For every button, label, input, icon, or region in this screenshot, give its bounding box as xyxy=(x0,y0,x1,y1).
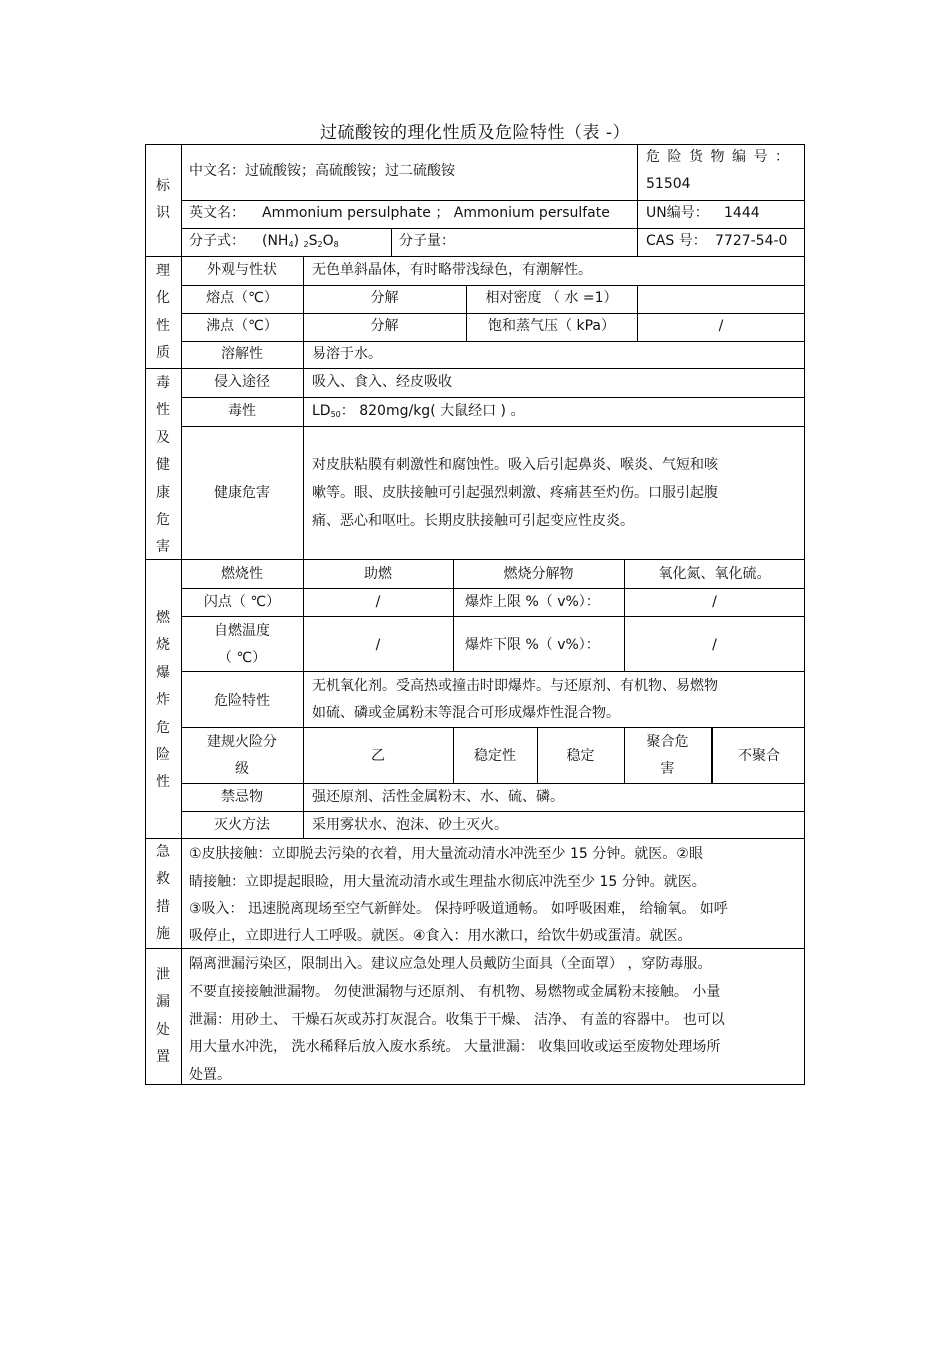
section-label-toxicity: 毒 性 及 健 康 危 害 xyxy=(156,375,170,556)
autoign-label: 自燃温度 xyxy=(214,623,270,639)
mp-value: 分解 xyxy=(370,290,399,306)
en-label: 英文名： xyxy=(189,205,245,221)
col-divider xyxy=(391,228,392,256)
leak-line: 处置。 xyxy=(189,1067,231,1083)
formula-sub: 2 xyxy=(303,240,309,249)
un-no: 1444 xyxy=(724,205,760,221)
appearance: 无色单斜晶体，有时略带浅绿色，有潮解性。 xyxy=(312,262,592,278)
lower: / xyxy=(712,637,717,653)
tox-part: LD xyxy=(312,403,331,419)
autoign-label: （ ℃） xyxy=(217,650,267,666)
section-label-leak: 泄 漏 处 置 xyxy=(156,967,170,1066)
formula-sub: 2 xyxy=(317,240,323,249)
class: 乙 xyxy=(371,748,385,764)
health-line: 对皮肤粘膜有刺激性和腐蚀性。吸入后引起鼻炎、喉炎、气短和咳 xyxy=(312,457,718,473)
formula-part: (NH xyxy=(262,233,289,249)
upper: / xyxy=(712,594,717,610)
formula-part: S xyxy=(308,233,318,249)
tox-label: 毒性 xyxy=(228,403,256,419)
formula-part: O xyxy=(322,233,334,249)
appearance-label: 外观与性状 xyxy=(207,262,277,278)
solubility: 易溶于水。 xyxy=(312,346,382,362)
un-label: UN编号： xyxy=(646,205,709,221)
section-label-identity: 标 识 xyxy=(156,178,170,222)
cas-label: CAS 号： xyxy=(646,233,707,249)
class-label: 级 xyxy=(235,761,249,777)
firstaid-line: 吸停止，立即进行人工呼吸。就医。④食入：用水漱口，给饮牛奶或蛋清。就医。 xyxy=(189,928,692,944)
cas-no: 7727-54-0 xyxy=(715,233,788,249)
bp-value: 分解 xyxy=(370,318,399,334)
lower-label: 爆炸下限 %（ v%）： xyxy=(465,637,600,653)
section-label-physical: 理 化 性 质 xyxy=(156,263,170,362)
hazard-line: 如硫、磷或金属粉末等混合可形成爆炸性混合物。 xyxy=(312,705,620,721)
tox-value xyxy=(312,398,524,428)
stability-label: 稳定性 xyxy=(474,748,516,764)
section-label-firstaid: 急 救 措 施 xyxy=(156,844,170,943)
mp-label: 熔点（℃） xyxy=(206,290,278,306)
flammability-label: 燃烧性 xyxy=(221,566,263,582)
formula-sub: 8 xyxy=(333,240,339,249)
incompat-label: 禁忌物 xyxy=(221,789,263,805)
formula-sub: 4 xyxy=(288,240,294,249)
extinguish-label: 灭火方法 xyxy=(214,817,270,833)
health-line: 痛、恶心和呕吐。长期皮肤接触可引起变应性皮炎。 xyxy=(312,513,634,529)
health-line: 嗽等。眼、皮肤接触可引起强烈刺激、疼痛甚至灼伤。口服引起腹 xyxy=(312,485,718,501)
vapor-label: 饱和蒸气压（ kPa） xyxy=(488,318,615,334)
vapor-value: / xyxy=(718,318,724,334)
section-label-fire: 燃 烧 爆 炸 危 险 性 xyxy=(156,610,170,791)
cn-name: 中文名：过硫酸铵；高硫酸铵；过二硫酸铵 xyxy=(189,163,455,179)
upper-label: 爆炸上限 %（ v%）： xyxy=(465,594,600,610)
incompat: 强还原剂、活性金属粉末、水、硫、磷。 xyxy=(312,789,564,805)
density-label: 相对密度 （ 水 =1） xyxy=(485,290,618,306)
hazard-no: 51504 xyxy=(646,176,691,192)
row-divider xyxy=(181,616,805,617)
extinguish: 采用雾状水、泡沫、砂土灭火。 xyxy=(312,817,508,833)
tox-part: ： 820mg/kg( 大鼠经口 ) 。 xyxy=(340,403,525,419)
decomp: 氧化氮、氧化硫。 xyxy=(658,566,771,582)
solubility-label: 溶解性 xyxy=(221,346,263,362)
tox-sub: 50 xyxy=(330,410,341,419)
class-label: 建规火险分 xyxy=(207,734,277,750)
route-label: 侵入途径 xyxy=(214,374,270,390)
formula-part: ) xyxy=(293,233,304,249)
hazard-label: 危险特性 xyxy=(214,693,270,709)
stability: 稳定 xyxy=(566,748,595,764)
decomp-label: 燃烧分解物 xyxy=(503,566,574,582)
firstaid-line: ①皮肤接触：立即脱去污染的衣着，用大量流动清水冲洗至少 15 分钟。就医。②眼 xyxy=(189,846,703,862)
polymer: 不聚合 xyxy=(738,748,780,764)
leak-line: 不要直接接触泄漏物。 勿使泄漏物与还原剂、 有机物、易燃物或金属粉末接触。 小量 xyxy=(189,984,721,1000)
col-divider xyxy=(637,144,638,256)
route: 吸入、食入、经皮吸收 xyxy=(312,374,452,390)
leak-line: 用大量水冲洗， 洗水稀释后放入废水系统。 大量泄漏： 收集回收或运至废物处理场所 xyxy=(189,1039,721,1055)
firstaid-line: 睛接触：立即提起眼睑，用大量流动清水或生理盐水彻底冲洗至少 15 分钟。就医。 xyxy=(189,874,706,890)
polymer-label: 害 xyxy=(660,761,675,777)
firstaid-line: ③吸入： 迅速脱离现场至空气新鲜处。 保持呼吸道通畅。 如呼吸困难， 给输氧。 如呼 xyxy=(189,901,728,917)
en-name: Ammonium persulphate ； Ammonium persulfate xyxy=(262,205,610,221)
health-label: 健康危害 xyxy=(214,485,270,501)
leak-line: 隔离泄漏污染区，限制出入。建议应急处理人员戴防尘面具（全面罩） ，穿防毒服。 xyxy=(189,956,712,972)
autoign: / xyxy=(375,637,381,653)
formula xyxy=(262,228,339,258)
bp-label: 沸点（℃） xyxy=(206,318,278,334)
hazard-no-label: 危 险 货 物 编 号 ： xyxy=(646,149,789,165)
polymer-label: 聚合危 xyxy=(646,734,689,750)
flammability: 助燃 xyxy=(364,566,392,582)
flash: / xyxy=(375,594,381,610)
mw-label: 分子量： xyxy=(399,233,455,249)
hazard-line: 无机氧化剂。受高热或撞击时即爆炸。与还原剂、有机物、易燃物 xyxy=(312,678,718,694)
flash-label: 闪点（ ℃） xyxy=(203,594,281,610)
leak-line: 泄漏：用砂土、 干燥石灰或苏打灰混合。收集于干燥、 洁净、 有盖的容器中。 也可以 xyxy=(189,1012,725,1028)
formula-label: 分子式： xyxy=(189,233,245,249)
row-divider xyxy=(145,559,805,560)
page-title: 过硫酸铵的理化性质及危险特性（表 -） xyxy=(319,123,631,143)
